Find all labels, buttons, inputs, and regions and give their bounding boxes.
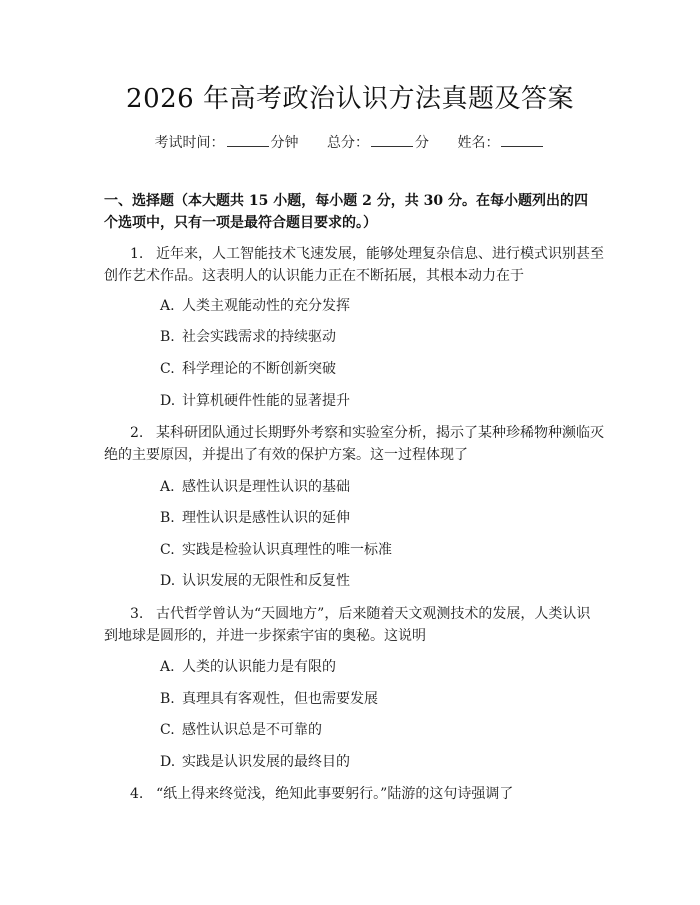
score-label: 总分： — [327, 135, 369, 151]
score-unit: 分 — [415, 135, 429, 151]
option-text: 人类主观能动性的充分发挥 — [182, 298, 350, 314]
question-number: 1. — [130, 246, 144, 262]
option-2d — [160, 571, 580, 591]
option-letter: C. — [160, 542, 175, 558]
question-text: 古代哲学曾认为“天圆地方”，后来随着天文观测技术的发展，人类认识到地球是圆形的，并进一步探索宇宙的奥秘。这说明 — [104, 606, 591, 644]
option-letter: C. — [160, 722, 175, 738]
option-3c — [160, 720, 580, 740]
option-1a — [160, 296, 580, 316]
option-text: 社会实践需求的持续驱动 — [182, 329, 336, 345]
option-3a — [160, 657, 580, 677]
score-blank — [371, 132, 413, 147]
question-text: 某科研团队通过长期野外考察和实验室分析，揭示了某种珍稀物种濒临灭绝的主要原因，并提出了有效的保护方案。这一过程体现了 — [104, 425, 604, 463]
option-3d — [160, 752, 580, 772]
option-text: 认识发展的无限性和反复性 — [182, 573, 350, 589]
option-letter: D. — [160, 754, 176, 770]
option-3b — [160, 689, 580, 709]
exam-meta — [0, 132, 700, 153]
option-text: 实践是检验认识真理性的唯一标准 — [182, 542, 392, 558]
name-label: 姓名： — [457, 135, 500, 151]
name-field — [457, 132, 545, 153]
time-blank — [227, 132, 269, 147]
time-unit: 分钟 — [270, 135, 299, 151]
question-number: 3. — [130, 606, 144, 622]
option-1b — [160, 327, 580, 347]
option-letter: B. — [160, 691, 175, 707]
option-text: 科学理论的不断创新突破 — [182, 361, 336, 377]
option-2a — [160, 477, 580, 497]
page-title: 2026 年高考政治认识方法真题及答案 — [126, 84, 574, 114]
question-number: 2. — [130, 425, 144, 441]
option-letter: B. — [160, 510, 175, 526]
option-letter: D. — [160, 573, 176, 589]
score-field — [327, 132, 429, 153]
option-letter: A. — [160, 479, 175, 495]
option-letter: B. — [160, 329, 175, 345]
option-letter: D. — [160, 393, 176, 409]
option-text: 真理具有客观性，但也需要发展 — [182, 691, 378, 707]
option-letter: A. — [160, 298, 175, 314]
question-text: 近年来，人工智能技术飞速发展，能够处理复杂信息、进行模式识别甚至创作艺术作品。这表明人的认识能力正在不断拓展，其根本动力在于 — [104, 246, 604, 284]
name-blank — [501, 132, 543, 147]
time-label: 考试时间： — [154, 135, 225, 151]
question-2 — [104, 422, 604, 466]
question-text: “纸上得来终觉浅，绝知此事要躬行。”陆游的这句诗强调了 — [156, 786, 514, 802]
option-letter: A. — [160, 659, 175, 675]
option-text: 计算机硬件性能的显著提升 — [182, 393, 350, 409]
time-field — [155, 132, 299, 153]
option-text: 人类的认识能力是有限的 — [182, 659, 336, 675]
option-2c — [160, 540, 580, 560]
option-1d — [160, 391, 580, 411]
question-number: 4. — [130, 786, 144, 802]
section-heading: 一、选择题（本大题共 15 小题，每小题 2 分，共 30 分。在每小题列出的四个选项中，只有一项是最符合题目要求的。） — [104, 193, 588, 231]
option-2b — [160, 508, 580, 528]
question-3 — [104, 603, 604, 647]
option-text: 实践是认识发展的最终目的 — [182, 754, 350, 770]
option-text: 感性认识总是不可靠的 — [182, 722, 322, 738]
option-text: 感性认识是理性认识的基础 — [182, 479, 350, 495]
option-1c — [160, 359, 580, 379]
option-text: 理性认识是感性认识的延伸 — [182, 510, 350, 526]
question-4 — [104, 783, 604, 805]
option-letter: C. — [160, 361, 175, 377]
question-1 — [104, 243, 604, 287]
